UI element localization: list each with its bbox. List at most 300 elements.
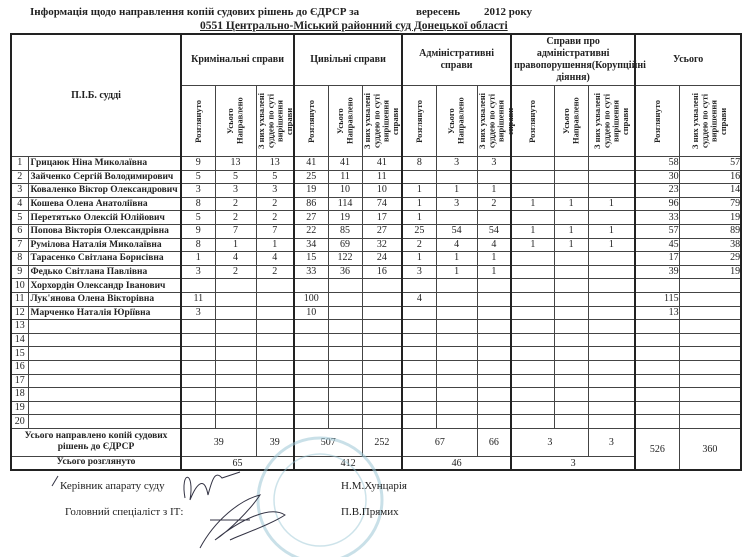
cell-considered — [511, 292, 554, 306]
cell-of-them — [588, 184, 635, 198]
cell-of-them — [477, 333, 511, 347]
cell-considered: 34 — [294, 238, 328, 252]
cell-sent — [328, 415, 362, 429]
judge-name: Перетятько Олексій Юлійович — [28, 211, 181, 225]
cell-sent: 54 — [436, 224, 477, 238]
cell-of-them — [362, 415, 402, 429]
cell-sent — [554, 292, 588, 306]
cell-considered — [402, 415, 436, 429]
cell-sent — [215, 401, 256, 415]
cell-considered — [511, 265, 554, 279]
cell-of-them — [588, 279, 635, 293]
cell-of-them — [679, 333, 741, 347]
totals-sent-label: Усього направлено копій судових рішень до ЄДРСР — [11, 428, 181, 456]
cell-sent — [436, 415, 477, 429]
cell-of-them — [477, 415, 511, 429]
cell-sent — [554, 333, 588, 347]
cell-of-them: 17 — [362, 211, 402, 225]
cell-considered: 10 — [294, 306, 328, 320]
cell-considered — [181, 320, 215, 334]
cell-of-them — [256, 347, 294, 361]
cell-considered: 15 — [294, 252, 328, 266]
subheader-of-them — [679, 86, 741, 157]
cell-of-them — [588, 347, 635, 361]
cell-sent — [436, 320, 477, 334]
cell-considered — [402, 374, 436, 388]
cell-considered: 41 — [294, 157, 328, 171]
cell-of-them — [679, 347, 741, 361]
cell-of-them — [362, 347, 402, 361]
cell-considered — [511, 170, 554, 184]
row-number: 2 — [11, 170, 28, 184]
cell-considered: 3 — [181, 306, 215, 320]
table-row — [11, 415, 741, 429]
cell-of-them — [477, 360, 511, 374]
cell-of-them — [588, 170, 635, 184]
cell-of-them: 54 — [477, 224, 511, 238]
judge-name — [28, 374, 181, 388]
cell-sent: 2 — [215, 265, 256, 279]
cell-sent: 19 — [328, 211, 362, 225]
cell-considered — [511, 184, 554, 198]
judge-name — [28, 401, 181, 415]
table-row — [11, 265, 741, 279]
cell-sent: 85 — [328, 224, 362, 238]
table-row — [11, 211, 741, 225]
cell-considered: 8 — [402, 157, 436, 171]
subheader-considered — [511, 86, 554, 157]
cell-of-them — [588, 415, 635, 429]
subheader-considered — [635, 86, 679, 157]
cell-sent — [554, 415, 588, 429]
cell-considered: 1 — [511, 197, 554, 211]
total-admin-of-them: 66 — [477, 428, 511, 456]
cell-of-them — [588, 401, 635, 415]
subheader-of-them — [476, 86, 515, 157]
cell-of-them — [256, 306, 294, 320]
cell-sent: 122 — [328, 252, 362, 266]
subheader-of-them — [362, 86, 402, 157]
cell-of-them — [477, 374, 511, 388]
cell-sent — [554, 306, 588, 320]
cell-of-them: 1 — [588, 224, 635, 238]
cell-considered: 115 — [635, 292, 679, 306]
cell-considered — [294, 415, 328, 429]
cell-considered: 33 — [635, 211, 679, 225]
table-row — [11, 320, 741, 334]
cell-of-them — [679, 279, 741, 293]
cell-considered: 23 — [635, 184, 679, 198]
cell-considered: 1 — [402, 211, 436, 225]
subheader-text: Усього Направлено — [225, 97, 245, 145]
cell-considered — [635, 388, 679, 402]
cell-considered: 22 — [294, 224, 328, 238]
cell-of-them — [256, 388, 294, 402]
total-all-considered: 526 — [635, 428, 679, 470]
judge-name — [28, 320, 181, 334]
report-month: вересень — [416, 6, 461, 18]
cell-sent — [328, 292, 362, 306]
cell-considered: 5 — [181, 170, 215, 184]
subheader-text: З них ухвалені суддею по суті вирішення справи — [690, 93, 729, 149]
subheader-text: Розглянуто — [651, 99, 662, 143]
cell-sent: 114 — [328, 197, 362, 211]
subheader-text: Усього Направлено — [334, 97, 355, 145]
table-row — [11, 252, 741, 266]
signature-name-1: Н.М.Хунцарія — [341, 480, 407, 492]
court-name: 0551 Центрально-Міський районний суд Донецької області — [200, 20, 508, 32]
cell-considered: 5 — [181, 211, 215, 225]
judge-name: Марченко Наталія Юріївна — [28, 306, 181, 320]
cell-considered: 1 — [402, 197, 436, 211]
cell-sent — [554, 265, 588, 279]
cell-considered — [635, 279, 679, 293]
cell-considered: 25 — [294, 170, 328, 184]
cell-considered — [181, 360, 215, 374]
cell-of-them: 2 — [256, 265, 294, 279]
cell-considered: 57 — [635, 224, 679, 238]
cell-considered: 1 — [511, 224, 554, 238]
cell-sent — [436, 360, 477, 374]
cell-sent — [554, 252, 588, 266]
cell-of-them — [362, 279, 402, 293]
subheader-text: З них ухвалені суддею по суті вирішення справи — [476, 93, 515, 149]
cell-sent — [215, 360, 256, 374]
row-number: 13 — [11, 320, 28, 334]
cell-sent: 4 — [436, 238, 477, 252]
subheader-text: З них ухвалені суддею по суті вирішення справи — [255, 93, 294, 149]
cell-of-them — [256, 320, 294, 334]
cell-of-them — [477, 347, 511, 361]
cell-considered: 27 — [294, 211, 328, 225]
cell-of-them: 79 — [679, 197, 741, 211]
cell-considered: 9 — [181, 157, 215, 171]
subheader-sent — [328, 86, 362, 157]
table-row — [11, 292, 741, 306]
subheader-text: Розглянуто — [527, 99, 538, 143]
cell-considered: 3 — [181, 265, 215, 279]
subheader-of-them — [256, 86, 294, 157]
cell-of-them — [256, 360, 294, 374]
cell-of-them — [256, 292, 294, 306]
judge-name — [28, 388, 181, 402]
cell-considered — [402, 279, 436, 293]
cell-sent — [328, 347, 362, 361]
cell-considered — [511, 279, 554, 293]
cell-sent — [436, 211, 477, 225]
cell-of-them: 27 — [362, 224, 402, 238]
cell-sent: 1 — [436, 184, 477, 198]
cell-of-them — [477, 211, 511, 225]
cell-of-them — [588, 333, 635, 347]
cell-sent — [328, 306, 362, 320]
cell-considered: 25 — [402, 224, 436, 238]
cell-of-them — [477, 401, 511, 415]
subheader-sent — [436, 86, 477, 157]
row-number: 7 — [11, 238, 28, 252]
cell-sent — [215, 333, 256, 347]
cell-considered — [181, 415, 215, 429]
cell-sent: 1 — [554, 224, 588, 238]
cell-sent: 41 — [328, 157, 362, 171]
cell-of-them — [256, 374, 294, 388]
subheader-text: Усього Направлено — [446, 97, 466, 145]
row-number: 1 — [11, 157, 28, 171]
cell-of-them — [679, 360, 741, 374]
cell-considered — [294, 347, 328, 361]
cell-of-them — [256, 333, 294, 347]
cell-of-them: 13 — [256, 157, 294, 171]
cell-considered — [402, 401, 436, 415]
cell-considered: 3 — [402, 265, 436, 279]
cell-of-them — [588, 374, 635, 388]
cell-considered: 86 — [294, 197, 328, 211]
totals-considered-row — [11, 456, 741, 470]
row-number: 19 — [11, 401, 28, 415]
cell-considered — [181, 347, 215, 361]
cell-of-them: 7 — [256, 224, 294, 238]
cell-sent — [215, 415, 256, 429]
cell-considered: 45 — [635, 238, 679, 252]
cell-sent — [328, 360, 362, 374]
table-row — [11, 306, 741, 320]
cell-considered — [635, 320, 679, 334]
cell-considered — [511, 374, 554, 388]
cell-sent — [215, 388, 256, 402]
table-row — [11, 197, 741, 211]
cell-of-them: 1 — [588, 197, 635, 211]
cell-sent — [554, 374, 588, 388]
cell-of-them — [362, 306, 402, 320]
judge-name — [28, 360, 181, 374]
cell-of-them — [588, 211, 635, 225]
cell-of-them: 19 — [679, 211, 741, 225]
cell-of-them — [588, 320, 635, 334]
cell-sent — [554, 184, 588, 198]
row-number: 9 — [11, 265, 28, 279]
cell-considered — [294, 374, 328, 388]
subheader-sent — [554, 86, 588, 157]
cell-considered — [181, 388, 215, 402]
row-number: 12 — [11, 306, 28, 320]
cell-considered: 30 — [635, 170, 679, 184]
table-row — [11, 157, 741, 171]
row-number: 4 — [11, 197, 28, 211]
judge-name: Кошева Олена Анатоліївна — [28, 197, 181, 211]
row-number: 17 — [11, 374, 28, 388]
cell-of-them: 2 — [256, 211, 294, 225]
cell-considered — [402, 333, 436, 347]
cell-of-them — [588, 306, 635, 320]
cell-of-them — [679, 306, 741, 320]
total-civil-sent: 507 — [294, 428, 362, 456]
cell-of-them: 11 — [362, 170, 402, 184]
cell-sent — [554, 401, 588, 415]
cell-of-them — [588, 292, 635, 306]
cell-considered: 3 — [181, 184, 215, 198]
group-offences: Справи про адміністративні правопорушення(Корупційні діяння) — [511, 34, 635, 86]
cell-considered: 9 — [181, 224, 215, 238]
cell-sent — [215, 374, 256, 388]
cell-considered — [511, 157, 554, 171]
cell-of-them — [679, 374, 741, 388]
cell-of-them — [256, 279, 294, 293]
cell-sent — [328, 401, 362, 415]
cell-considered — [294, 320, 328, 334]
group-civil: Цивільні справи — [294, 34, 402, 86]
cell-of-them: 4 — [256, 252, 294, 266]
cell-of-them: 38 — [679, 238, 741, 252]
cell-of-them: 14 — [679, 184, 741, 198]
cell-sent — [554, 320, 588, 334]
cell-of-them: 10 — [362, 184, 402, 198]
cell-sent — [215, 279, 256, 293]
judge-name — [28, 415, 181, 429]
cell-considered — [511, 401, 554, 415]
report-year: 2012 року — [484, 6, 533, 18]
cell-of-them — [477, 170, 511, 184]
signature-name-2: П.В.Прямих — [341, 506, 399, 518]
row-number: 15 — [11, 347, 28, 361]
cell-sent: 11 — [328, 170, 362, 184]
judge-name: Хорхордін Олександр Іванович — [28, 279, 181, 293]
signature-role-1: Керівник апарату суду — [60, 480, 165, 492]
cell-considered — [635, 360, 679, 374]
cell-considered — [511, 388, 554, 402]
cell-considered: 17 — [635, 252, 679, 266]
cell-sent — [554, 157, 588, 171]
cell-of-them — [679, 401, 741, 415]
title-text: Інформація щодо направлення копій судових рішень до ЄДРСР за — [30, 6, 360, 18]
row-number: 11 — [11, 292, 28, 306]
cell-considered — [402, 306, 436, 320]
cell-sent — [436, 388, 477, 402]
cell-considered — [402, 347, 436, 361]
considered-civil: 412 — [294, 456, 402, 470]
cell-sent: 3 — [436, 197, 477, 211]
row-number: 8 — [11, 252, 28, 266]
considered-criminal: 65 — [181, 456, 294, 470]
cell-sent: 3 — [215, 184, 256, 198]
cell-of-them: 16 — [362, 265, 402, 279]
cell-sent — [436, 292, 477, 306]
cell-sent — [436, 401, 477, 415]
total-admin-sent: 67 — [402, 428, 477, 456]
cell-of-them: 24 — [362, 252, 402, 266]
subheader-text: Розглянуто — [413, 99, 424, 143]
judge-name: Тарасенко Світлана Борисівна — [28, 252, 181, 266]
table-row — [11, 170, 741, 184]
row-number: 3 — [11, 184, 28, 198]
subheader-considered — [181, 86, 215, 157]
judge-name: Попова Вікторія Олександрівна — [28, 224, 181, 238]
row-number: 6 — [11, 224, 28, 238]
cell-considered: 100 — [294, 292, 328, 306]
cell-of-them — [362, 333, 402, 347]
cell-sent — [436, 170, 477, 184]
document-title — [30, 6, 533, 18]
group-admin: Адміністративні справи — [402, 34, 511, 86]
cell-sent — [328, 374, 362, 388]
totals-considered-label: Усього розглянуто — [11, 456, 181, 470]
cell-sent — [328, 388, 362, 402]
signature-1 — [184, 472, 240, 500]
cell-sent: 1 — [436, 252, 477, 266]
considered-offences: 3 — [511, 456, 635, 470]
cell-considered — [635, 401, 679, 415]
cell-considered — [294, 360, 328, 374]
signature-role-2: Головний спеціаліст з ІТ: — [65, 506, 184, 518]
cell-of-them — [477, 292, 511, 306]
cell-considered: 1 — [402, 184, 436, 198]
total-civil-of-them: 252 — [362, 428, 402, 456]
cell-considered — [511, 320, 554, 334]
total-offences-of-them: 3 — [588, 428, 635, 456]
cell-of-them: 74 — [362, 197, 402, 211]
cell-of-them: 3 — [477, 157, 511, 171]
subheader-considered — [294, 86, 328, 157]
subheader-text: Усього Направлено — [560, 97, 581, 145]
signature-2 — [200, 495, 285, 548]
cell-considered — [402, 360, 436, 374]
cell-sent: 1 — [554, 238, 588, 252]
cell-sent: 5 — [215, 170, 256, 184]
cell-of-them — [477, 279, 511, 293]
cell-of-them — [477, 388, 511, 402]
cell-considered: 8 — [181, 197, 215, 211]
totals-sent-row — [11, 428, 741, 456]
row-number: 20 — [11, 415, 28, 429]
cell-sent: 10 — [328, 184, 362, 198]
table-row — [11, 279, 741, 293]
judge-name — [28, 333, 181, 347]
cell-of-them: 41 — [362, 157, 402, 171]
cell-considered — [181, 401, 215, 415]
cell-sent — [215, 347, 256, 361]
cell-of-them: 19 — [679, 265, 741, 279]
cell-considered — [511, 252, 554, 266]
cell-sent: 4 — [215, 252, 256, 266]
cell-sent: 3 — [436, 157, 477, 171]
cell-sent — [436, 347, 477, 361]
cell-considered — [294, 388, 328, 402]
cell-of-them: 32 — [362, 238, 402, 252]
cell-of-them: 4 — [477, 238, 511, 252]
cell-considered — [511, 333, 554, 347]
cell-of-them — [588, 252, 635, 266]
cell-considered — [635, 347, 679, 361]
cell-sent: 69 — [328, 238, 362, 252]
cell-considered: 1 — [402, 252, 436, 266]
cell-of-them — [588, 360, 635, 374]
table-row — [11, 238, 741, 252]
cell-considered: 58 — [635, 157, 679, 171]
total-criminal-of-them: 39 — [256, 428, 294, 456]
cell-of-them — [679, 415, 741, 429]
cell-sent: 1 — [436, 265, 477, 279]
cell-of-them — [588, 388, 635, 402]
cell-of-them — [679, 292, 741, 306]
table-row — [11, 374, 741, 388]
report-table — [10, 33, 742, 471]
cell-considered — [294, 279, 328, 293]
table-row — [11, 401, 741, 415]
cell-of-them: 2 — [256, 197, 294, 211]
total-all-of-them: 360 — [679, 428, 741, 470]
cell-considered: 11 — [181, 292, 215, 306]
cell-of-them: 1 — [477, 252, 511, 266]
cell-sent — [554, 360, 588, 374]
